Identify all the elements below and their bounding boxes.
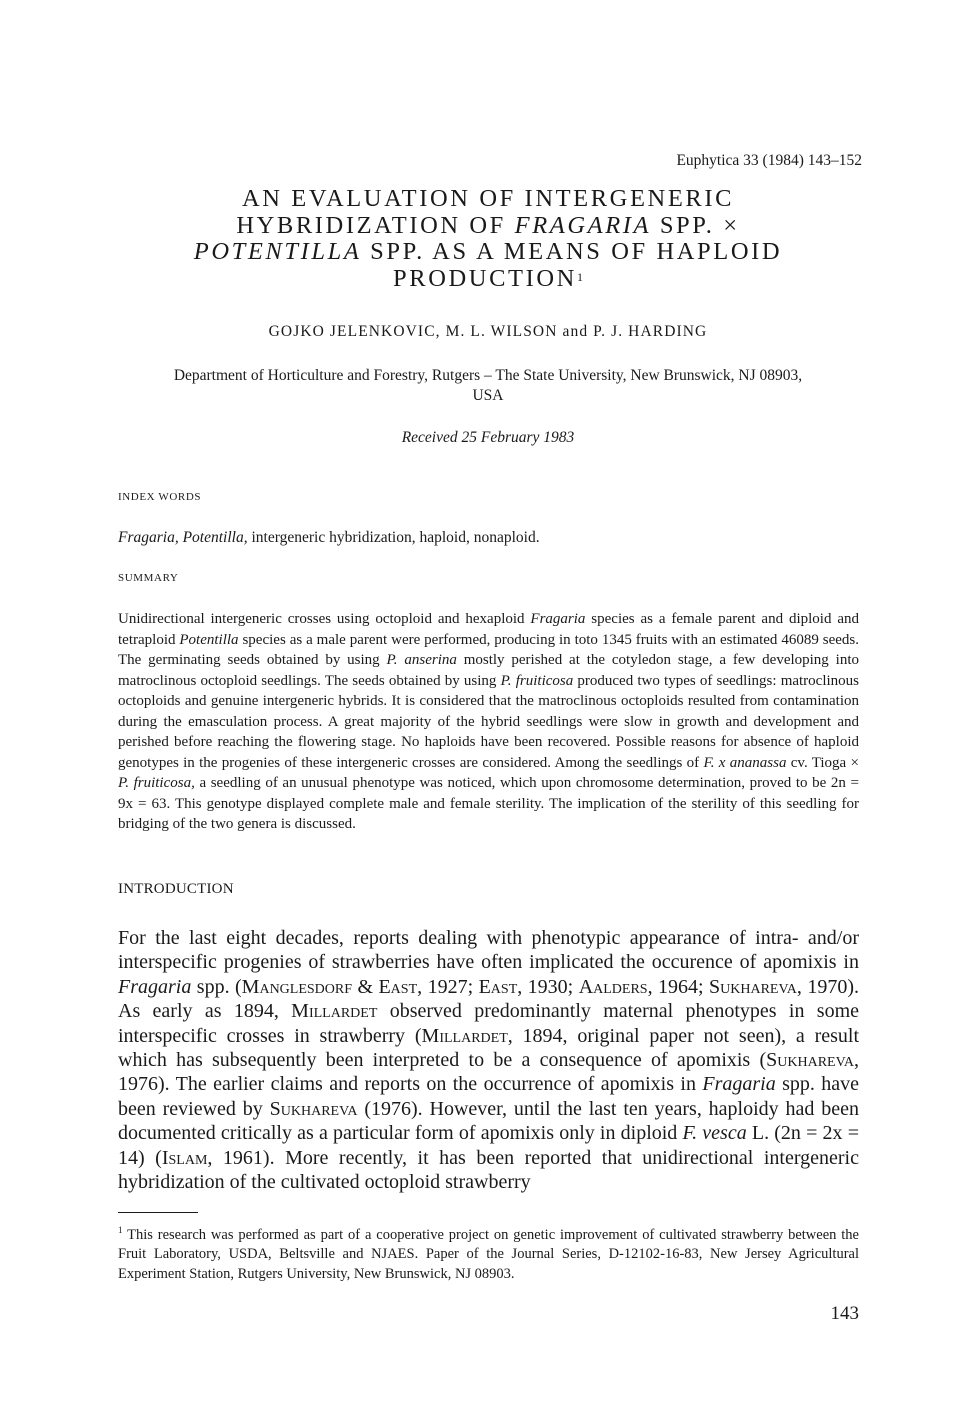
title-line-1: AN EVALUATION OF INTERGENERIC: [241, 185, 735, 212]
summary-text: mostly perished at the cotyledon stage, a few developing into matroclinous octoploid seedlings. The seeds obtained by using: [118, 652, 859, 689]
authors: GOJKO JELENKOVIC, M. L. WILSON and P. J. HARDING: [268, 323, 708, 340]
summary-italic: F. x ananassa: [703, 754, 787, 771]
citation-author: Aalders: [578, 975, 648, 998]
title-line-2a: HYBRIDIZATION OF: [236, 211, 515, 239]
intro-text: For the last eight decades, reports dealing with phenotypic appearance of intra- and/or interspecific progenies of strawberries have often implicated the occurence of apomixis in: [118, 927, 859, 974]
title-line-4: PRODUCTION: [393, 264, 577, 292]
citation-author: Manglesdorf: [241, 975, 353, 998]
intro-text: L. (2n = 2x = 14) (: [118, 1122, 859, 1169]
received-date: Received 25 February 1983: [401, 429, 575, 446]
summary-text: produced two types of seedlings: matroclinous octoploids and genuine intergeneric hybrids. It is considered that the matroclinous octoploids resulted from contamination during the emasculation process. A great majority of the hybrid seedlings were slow in growth and development and perished before reaching the flowering stage. No haploids have been recovered. Possible reasons for absence of haploid genotypes in the progenies of these intergeneric crosses are considered. Among the seedlings of: [118, 672, 860, 771]
summary-text: Unidirectional intergeneric crosses using octoploid and hexaploid: [118, 611, 531, 627]
footnote-mark: 1: [118, 1225, 123, 1235]
title-genus-fragaria: FRAGARIA: [514, 211, 652, 239]
affiliation: [118, 366, 858, 406]
footnote-text: This research was performed as part of a cooperative project on genetic improvement of cultivated strawberry between the Fruit Laboratory, USDA, Beltsville and NJAES. Paper of the Journal Series, D-12102-16-83, New Jersey Agricultural Experiment Station, Rutgers University, New Brunswick, NJ 08903.: [118, 1226, 859, 1282]
citation-author: Sukhareva: [269, 1097, 358, 1120]
intro-text: , 1927;: [417, 975, 479, 998]
citation-author: Sukhareva: [766, 1049, 854, 1072]
summary-italic: P. fruiticosa,: [118, 775, 195, 791]
affiliation-line-2: USA: [472, 387, 504, 404]
index-words: [118, 529, 540, 547]
footnote-divider: [118, 1212, 198, 1213]
intro-text: , 1961). More recently, it has been reported that unidirectional intergeneric hybridization of the cultivated octoploid strawberry: [118, 1146, 859, 1194]
footnote: [118, 1221, 859, 1284]
intro-text: , 1970). As early as 1894,: [118, 975, 860, 1023]
summary-italic: P. fruiticosa: [500, 672, 574, 689]
index-words-heading: INDEX WORDS: [118, 491, 202, 503]
intro-text: spp. (: [191, 975, 242, 998]
summary-text: a seedling of an unusual phenotype was noticed, which upon chromosome determination, proved to be 2n = 9x = 63. This genotype displayed complete male and female sterility. The implication of the sterility of this seedling for bridging of the two genera is discussed.: [118, 775, 859, 832]
page-number: 143: [830, 1303, 859, 1324]
citation-author: East: [378, 975, 418, 998]
intro-text: &: [352, 975, 379, 998]
summary-italic: Potentilla: [179, 631, 239, 648]
summary-paragraph: [118, 609, 859, 835]
introduction-paragraph: [118, 926, 859, 1194]
intro-text: , 1930;: [517, 975, 579, 998]
intro-text: (1976). However, until the last ten years, haploidy had been documented critically as a particular form of apomixis only in diploid: [118, 1097, 860, 1145]
citation-author: Sukhareva: [709, 975, 797, 998]
title-line-2b: SPP. ×: [651, 211, 740, 239]
summary-heading: SUMMARY: [118, 572, 179, 584]
summary-text: species as a male parent were performed, producing in toto 1345 fruits with an estimated 46089 seeds. The germinating seeds obtained by using: [118, 631, 859, 668]
intro-text: , 1964;: [647, 975, 710, 998]
intro-italic: Fragaria: [118, 975, 192, 998]
citation-author: Millardet: [291, 1000, 378, 1023]
summary-italic: Fragaria: [530, 611, 586, 627]
citation-author: Millardet: [421, 1024, 508, 1047]
summary-text: cv. Tioga ×: [786, 754, 860, 771]
introduction-heading: INTRODUCTION: [118, 881, 234, 897]
intro-text: , 1894, original paper not seen), a result which has subsequently been interpreted to be a consequence of apomixis (: [118, 1024, 860, 1072]
journal-reference: Euphytica 33 (1984) 143–152: [676, 152, 862, 169]
affiliation-line-1: Department of Horticulture and Forestry, Rutgers – The State University, New Brunswick, NJ 08903,: [173, 367, 803, 384]
intro-text: spp. have been reviewed by: [118, 1073, 860, 1120]
title-line-3b: SPP. AS A MEANS OF HAPLOID: [361, 238, 783, 265]
article-title: [118, 186, 858, 292]
intro-italic: Fragaria: [702, 1073, 776, 1096]
index-words-rest: intergeneric hybridization, haploid, nonaploid.: [247, 529, 540, 546]
title-genus-potentilla: POTENTILLA: [193, 238, 362, 265]
citation-author: Islam: [161, 1146, 208, 1169]
intro-text: , 1976). The earlier claims and reports on the occurrence of apomixis in: [118, 1049, 859, 1096]
index-words-genera: Fragaria, Potentilla,: [118, 529, 248, 546]
intro-text: observed predominantly maternal phenotypes in some interspecific crosses in strawberry (: [118, 1000, 860, 1047]
summary-text: species as a female parent and diploid and tetraploid: [118, 611, 859, 648]
citation-author: East: [478, 975, 518, 998]
intro-italic: F. vesca: [682, 1122, 747, 1145]
title-footnote-mark: 1: [576, 269, 583, 284]
summary-italic: P. anserina: [386, 652, 457, 668]
